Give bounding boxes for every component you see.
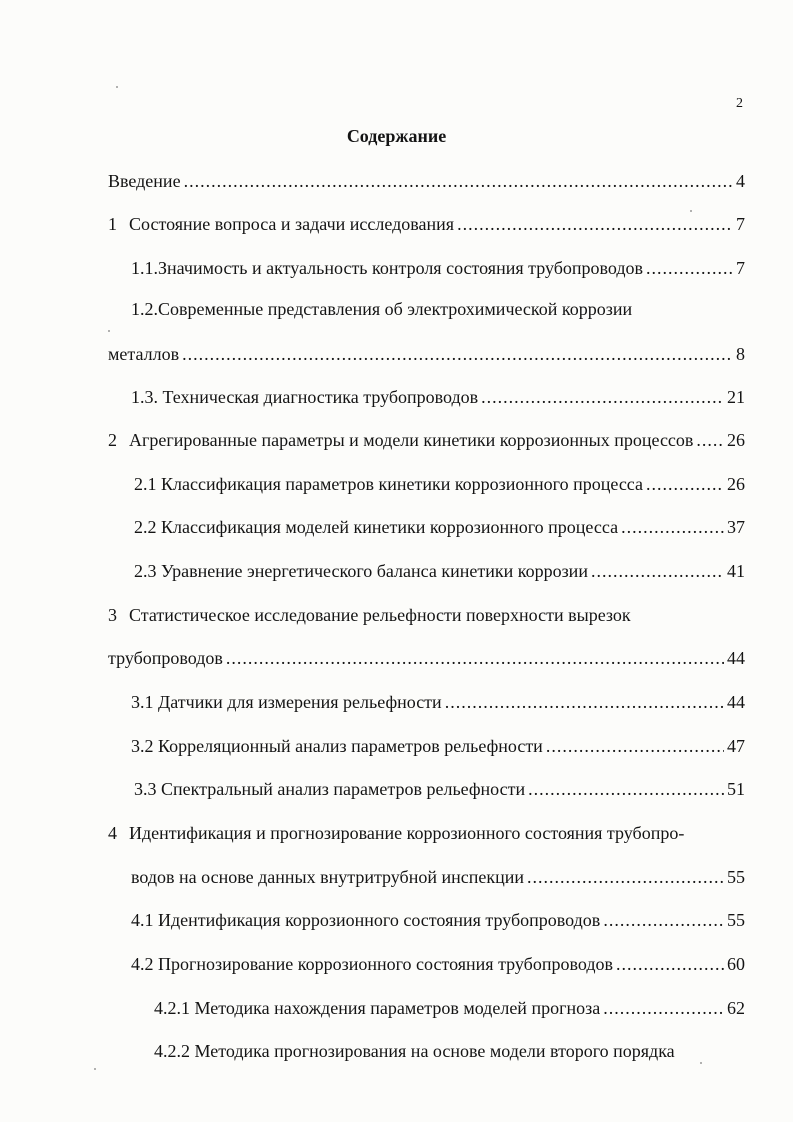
toc-leader <box>226 647 724 669</box>
toc-chapter-number: 3 <box>108 605 117 625</box>
toc-entry-chapter-2[interactable] <box>108 429 745 451</box>
toc-entry-4-2-2[interactable] <box>154 1040 675 1062</box>
toc-entry-3-3[interactable] <box>134 778 745 800</box>
toc-label: 4.2.2 Методика прогнозирования на основе модели второго порядка <box>154 1041 675 1061</box>
toc-entry-1-3[interactable] <box>131 386 745 408</box>
toc-page: 60 <box>727 954 745 974</box>
toc-entry-2-2[interactable] <box>134 516 745 538</box>
toc-label: 4.1 Идентификация коррозионного состояния трубопроводов <box>131 910 601 930</box>
toc-page: 7 <box>736 214 745 234</box>
scan-speck <box>690 210 692 212</box>
toc-label: 4.2.1 Методика нахождения параметров моделей прогноза <box>154 998 601 1018</box>
toc-leader <box>527 866 724 888</box>
toc-label: металлов <box>108 344 180 364</box>
scan-speck <box>108 330 110 332</box>
toc-chapter-number: 2 <box>108 430 117 450</box>
toc-leader <box>621 516 724 538</box>
toc-label: 3.3 Спектральный анализ параметров рельефности <box>134 779 526 799</box>
scan-speck <box>116 86 118 88</box>
toc-leader <box>646 257 733 279</box>
toc-label: 1.1.Значимость и актуальность контроля состояния трубопроводов <box>131 258 644 278</box>
toc-page: 8 <box>736 344 745 364</box>
toc-label: Агрегированные параметры и модели кинетики коррозионных процессов <box>129 430 694 450</box>
toc-page: 37 <box>727 517 745 537</box>
toc-page: 55 <box>727 910 745 930</box>
toc-leader <box>184 170 733 192</box>
toc-page: 44 <box>727 692 745 712</box>
toc-leader <box>528 778 724 800</box>
toc-leader <box>182 343 733 365</box>
toc-entry-4-2[interactable] <box>131 953 745 975</box>
toc-page: 26 <box>727 474 745 494</box>
toc-leader <box>445 691 724 713</box>
toc-entry-introduction[interactable] <box>108 170 745 192</box>
toc-entry-2-3[interactable] <box>134 560 745 582</box>
toc-leader <box>646 473 724 495</box>
toc-label: 2.2 Классификация моделей кинетики коррозионного процесса <box>134 517 619 537</box>
toc-entry-chapter-3[interactable] <box>108 604 631 626</box>
toc-chapter-number: 1 <box>108 214 117 234</box>
page-number: 2 <box>736 96 743 111</box>
toc-leader <box>546 735 724 757</box>
toc-label: 4.2 Прогнозирование коррозионного состояния трубопроводов <box>131 954 613 974</box>
toc-entry-chapter-1[interactable] <box>108 213 745 235</box>
toc-label: 2.1 Классификация параметров кинетики коррозионного процесса <box>134 474 644 494</box>
toc-label: трубопроводов <box>108 648 223 668</box>
toc-page: 44 <box>727 648 745 668</box>
toc-entry-4-2-1[interactable] <box>154 997 745 1019</box>
toc-page: 47 <box>727 736 745 756</box>
toc-entry-1-1[interactable] <box>131 257 745 279</box>
toc-label: Введение <box>108 171 181 191</box>
toc-label: 1.2.Современные представления об электрохимической коррозии <box>131 299 633 319</box>
toc-leader <box>481 386 724 408</box>
toc-leader <box>603 909 724 931</box>
toc-label: Состояние вопроса и задачи исследования <box>129 214 455 234</box>
toc-chapter-number: 4 <box>108 823 117 843</box>
toc-page: 62 <box>727 998 745 1018</box>
toc-leader <box>591 560 724 582</box>
toc-label: водов на основе данных внутритрубной инспекции <box>131 867 525 887</box>
toc-label: Статистическое исследование рельефности поверхности вырезок <box>129 605 631 625</box>
toc-entry-chapter-3-cont[interactable] <box>108 647 745 669</box>
toc-label: 3.2 Корреляционный анализ параметров рельефности <box>131 736 543 756</box>
toc-entry-chapter-4[interactable] <box>108 822 684 844</box>
toc-entry-4-1[interactable] <box>131 909 745 931</box>
toc-entry-1-2[interactable] <box>131 298 632 320</box>
toc-entry-chapter-4-cont[interactable] <box>131 866 745 888</box>
scan-speck <box>700 1062 702 1064</box>
toc-page: 41 <box>727 561 745 581</box>
toc-leader <box>696 429 724 451</box>
toc-page: 21 <box>727 387 745 407</box>
toc-page: 7 <box>736 258 745 278</box>
toc-page: 51 <box>727 779 745 799</box>
toc-entry-3-2[interactable] <box>131 735 745 757</box>
toc-label: 3.1 Датчики для измерения рельефности <box>131 692 442 712</box>
toc-label: 1.3. Техническая диагностика трубопроводов <box>131 387 479 407</box>
toc-label: Идентификация и прогнозирование коррозионного состояния трубопро- <box>129 823 685 843</box>
toc-title: Содержание <box>346 126 447 146</box>
toc-page: 4 <box>736 171 745 191</box>
toc-leader <box>616 953 724 975</box>
toc-page: 55 <box>727 867 745 887</box>
toc-label: 2.3 Уравнение энергетического баланса кинетики коррозии <box>134 561 588 581</box>
toc-page: 26 <box>727 430 745 450</box>
scan-speck <box>94 1068 96 1070</box>
toc-leader <box>457 213 733 235</box>
toc-entry-3-1[interactable] <box>131 691 745 713</box>
toc-entry-2-1[interactable] <box>134 473 745 495</box>
toc-entry-1-2-cont[interactable] <box>108 343 745 365</box>
toc-leader <box>603 997 724 1019</box>
